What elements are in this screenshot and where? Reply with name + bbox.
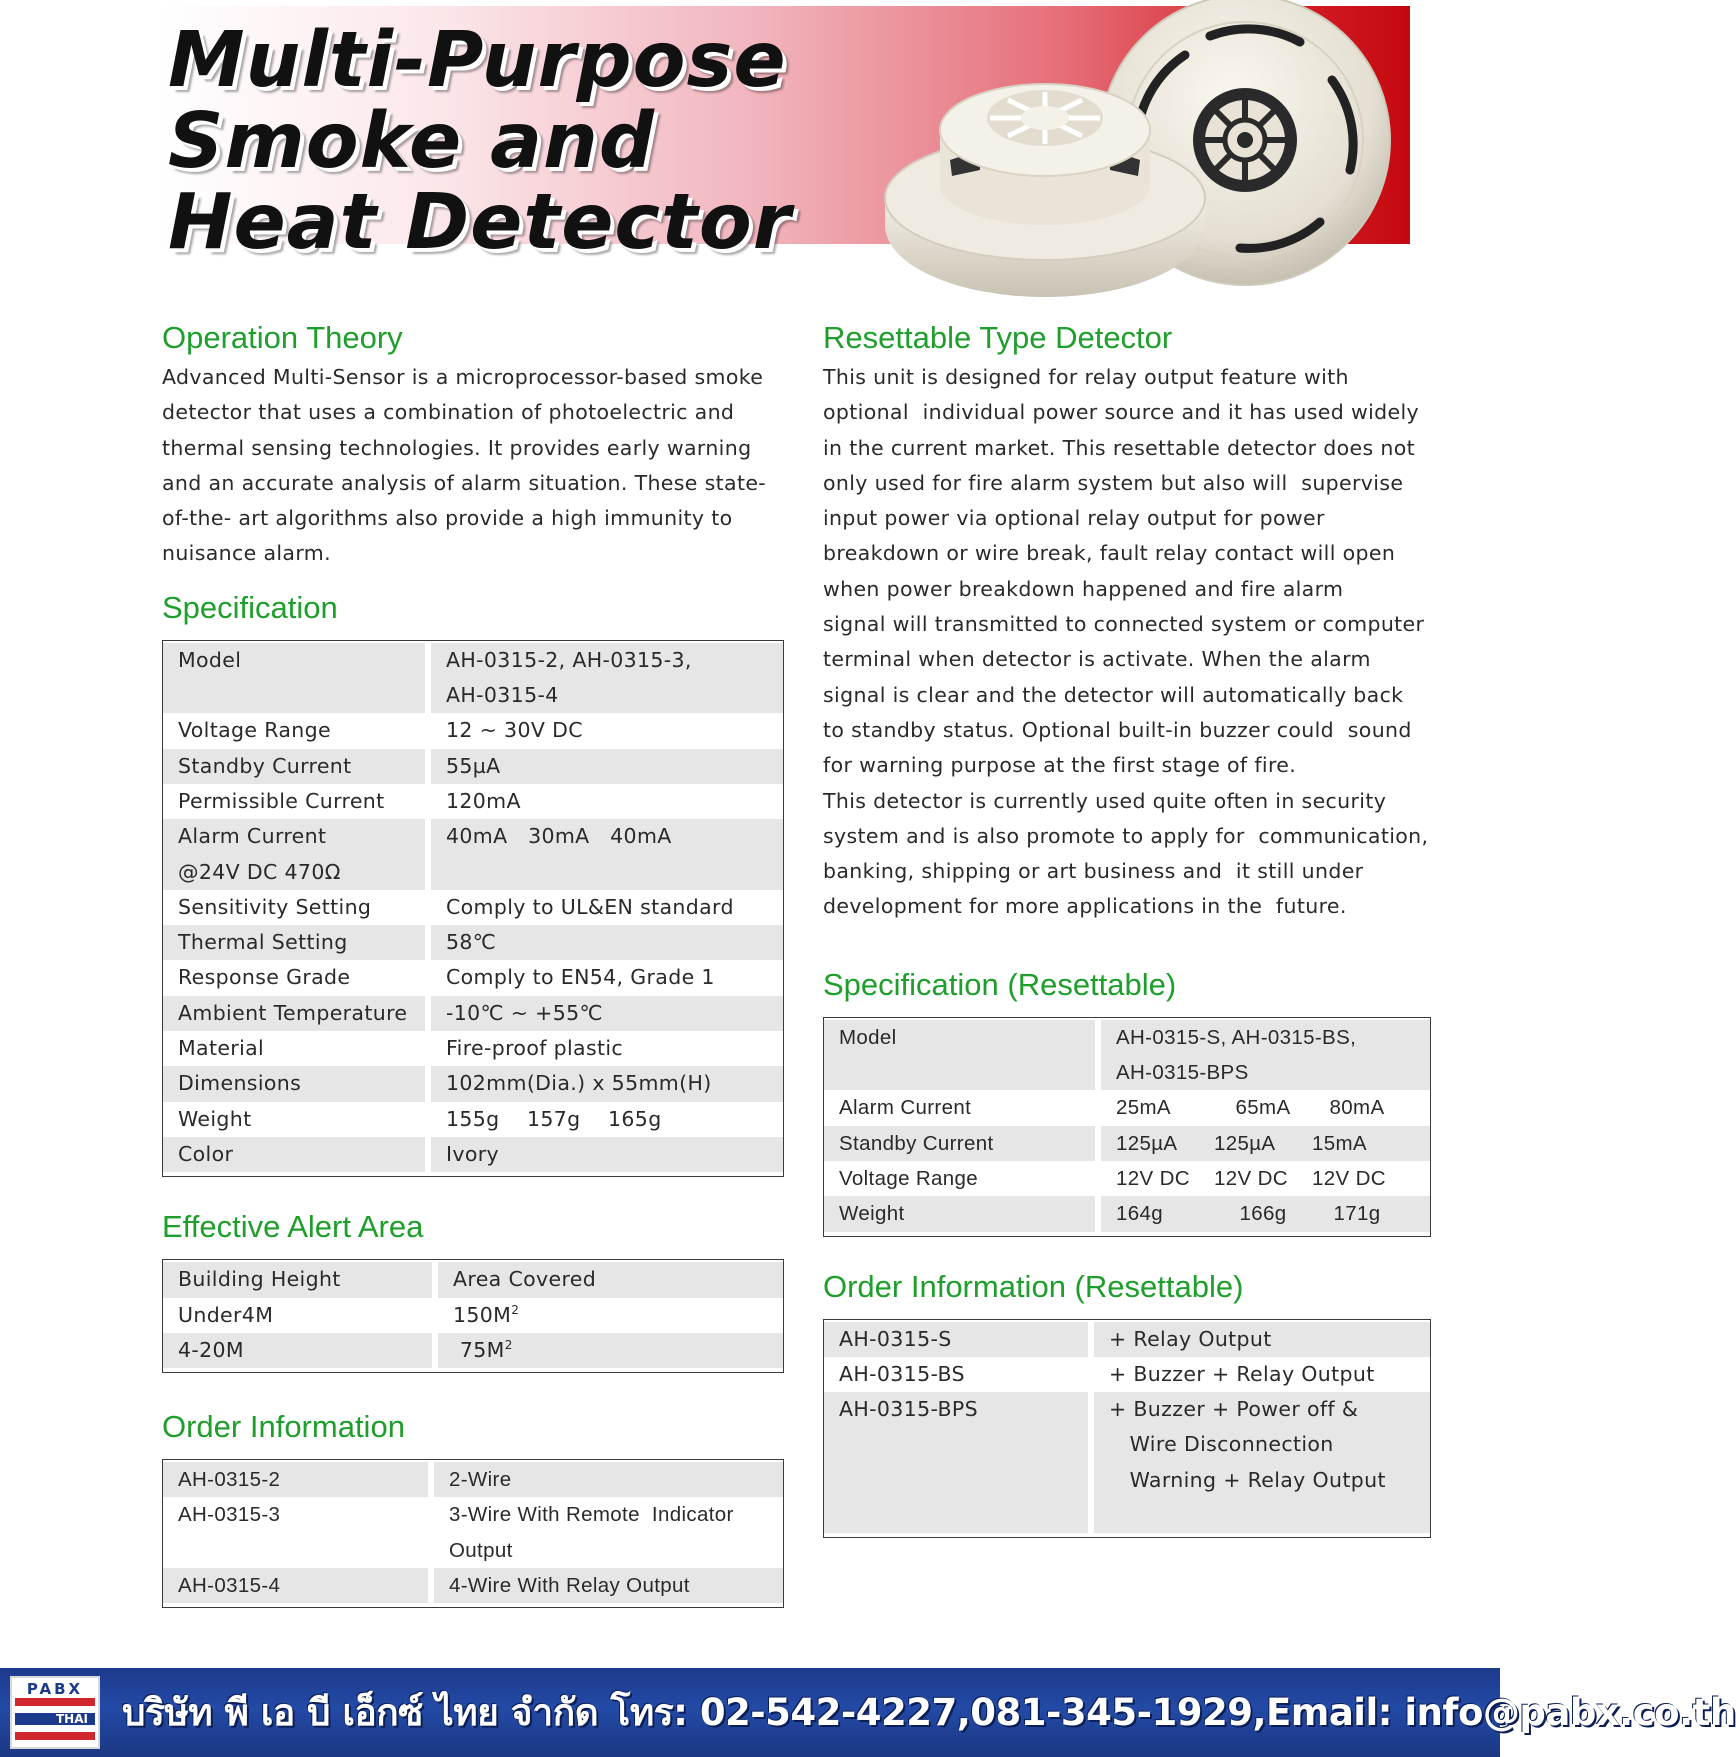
value-line: AH-0315-4 xyxy=(446,683,559,708)
row-label xyxy=(163,1102,425,1137)
value-cell: 80mA xyxy=(1329,1096,1385,1120)
value-line: 40mA 30mA 40mA xyxy=(446,824,672,849)
row-label xyxy=(163,1333,432,1368)
value-line xyxy=(453,1333,783,1368)
row-label xyxy=(163,713,425,748)
value-cell: 125µA xyxy=(1214,1131,1276,1155)
row-value xyxy=(434,1568,783,1603)
left-column xyxy=(162,318,794,1608)
spec-resettable-heading: Specification (Resettable) xyxy=(823,966,1177,1002)
order-info-heading: Order Information xyxy=(162,1409,405,1445)
order-resettable-heading: Order Information (Resettable) xyxy=(823,1268,1244,1304)
text-line: in the current market. This resettable detector does not xyxy=(823,435,1415,460)
value-line xyxy=(453,1262,783,1297)
value-line: AH-0315-S, AH-0315-BS, xyxy=(1116,1025,1357,1049)
label-line: Voltage Range xyxy=(178,718,331,743)
label-line: Model xyxy=(839,1025,897,1049)
title-line-3: Heat Detector xyxy=(168,178,792,267)
label-line xyxy=(178,1533,428,1568)
row-label xyxy=(163,749,425,784)
text-line: system and is also promote to apply for communication, xyxy=(823,823,1429,848)
row-label xyxy=(824,1392,1088,1533)
table-row xyxy=(824,1126,1430,1161)
text-line: terminal when detector is activate. When the alarm xyxy=(823,647,1371,672)
value-line: 120mA xyxy=(446,788,521,813)
table-row xyxy=(163,890,783,925)
label-line: Ambient Temperature xyxy=(178,1000,408,1025)
value-group xyxy=(1116,1126,1430,1161)
value-line xyxy=(446,855,783,890)
row-label xyxy=(163,996,425,1031)
pabx-thai-logo xyxy=(10,1676,100,1749)
spec-resettable-table xyxy=(823,1017,1431,1237)
value-line: 102mm(Dia.) x 55mm(H) xyxy=(446,1071,712,1096)
row-label xyxy=(824,1161,1095,1196)
text-line: when power breakdown happened and fire alarm xyxy=(823,576,1344,601)
order-info-table xyxy=(162,1459,784,1608)
row-label xyxy=(163,960,425,995)
table-row xyxy=(163,749,783,784)
resettable-text xyxy=(823,360,1433,925)
alert-area-heading: Effective Alert Area xyxy=(162,1209,424,1245)
label-line: Alarm Current xyxy=(178,824,327,849)
table-row xyxy=(824,1020,1430,1091)
table-row xyxy=(824,1392,1430,1533)
row-value xyxy=(431,643,783,714)
label-line: Voltage Range xyxy=(839,1166,979,1190)
table-row xyxy=(824,1357,1430,1392)
value-line: AH-0315-BPS xyxy=(1116,1061,1249,1085)
text-line: only used for fire alarm system but also will supervise xyxy=(823,470,1404,495)
text-line: development for more applications in the future. xyxy=(823,894,1347,919)
label-line: Under4M xyxy=(178,1302,274,1327)
label-line xyxy=(178,678,425,713)
row-value xyxy=(431,784,783,819)
label-line xyxy=(839,1463,1088,1498)
value-line: Output xyxy=(449,1538,513,1562)
value-cell: 15mA xyxy=(1312,1131,1367,1155)
text-line: This detector is currently used quite often in security xyxy=(823,788,1387,813)
row-label xyxy=(824,1196,1095,1231)
label-line: AH-0315-BPS xyxy=(839,1397,978,1422)
text-line: thermal sensing technologies. It provides early warning xyxy=(162,435,752,460)
row-label xyxy=(824,1020,1095,1091)
row-value xyxy=(431,996,783,1031)
value-line: -10℃ ~ +55℃ xyxy=(446,1000,603,1025)
row-value xyxy=(1101,1126,1430,1161)
value-line xyxy=(453,1298,783,1333)
label-line: Permissible Current xyxy=(178,788,385,813)
page-title xyxy=(168,16,792,267)
row-label xyxy=(163,643,425,714)
logo-text-bottom: THAI xyxy=(56,1712,88,1726)
value-line: Warning + Relay Output xyxy=(1109,1467,1386,1492)
value-group xyxy=(1116,1196,1430,1231)
title-line-1: Multi-Purpose xyxy=(168,16,787,105)
row-value xyxy=(431,890,783,925)
row-label xyxy=(824,1126,1095,1161)
area-value: 150M xyxy=(453,1302,512,1327)
row-label xyxy=(824,1090,1095,1125)
row-value xyxy=(434,1462,783,1497)
title-line-2: Smoke and xyxy=(168,97,655,186)
value-line: 4-Wire With Relay Output xyxy=(449,1574,690,1598)
value-cell: 125µA xyxy=(1116,1131,1178,1155)
order-resettable-table xyxy=(823,1319,1431,1539)
row-label xyxy=(163,1066,425,1101)
text-line: to standby status. Optional built-in buzzer could sound xyxy=(823,717,1412,742)
label-line: Standby Current xyxy=(178,753,352,778)
row-label xyxy=(163,1298,432,1333)
value-cell: 12V DC xyxy=(1312,1166,1386,1190)
row-label xyxy=(824,1322,1088,1357)
operation-theory-heading: Operation Theory xyxy=(162,320,403,355)
row-value xyxy=(1101,1090,1430,1125)
value-cell: 65mA xyxy=(1235,1096,1291,1120)
value-line: Ivory xyxy=(446,1141,500,1166)
label-line: Alarm Current xyxy=(839,1096,972,1120)
label-line: 4-20M xyxy=(178,1337,244,1362)
table-row xyxy=(824,1161,1430,1196)
table-row xyxy=(163,713,783,748)
text-line: Advanced Multi-Sensor is a microprocessor-based smoke xyxy=(162,365,764,389)
resettable-heading: Resettable Type Detector xyxy=(823,320,1173,355)
label-line xyxy=(839,1498,1088,1533)
value-cell: 12V DC xyxy=(1214,1166,1288,1190)
row-label xyxy=(824,1357,1088,1392)
label-line: AH-0315-4 xyxy=(178,1574,281,1598)
table-row xyxy=(163,1137,783,1172)
value-line: + Relay Output xyxy=(1109,1326,1272,1351)
table-row xyxy=(163,643,783,714)
row-value xyxy=(1094,1357,1430,1392)
table-row xyxy=(163,1298,783,1333)
value-line: 55µA xyxy=(446,753,501,778)
row-label xyxy=(163,1497,428,1568)
label-line: Weight xyxy=(839,1202,905,1226)
value-line: 155g 157g 165g xyxy=(446,1106,662,1131)
text-line: This unit is designed for relay output feature with xyxy=(823,365,1349,389)
label-line: @24V DC 470Ω xyxy=(178,859,341,884)
value-cell: 164g xyxy=(1116,1202,1164,1226)
label-line xyxy=(839,1055,1095,1090)
label-line: Dimensions xyxy=(178,1071,302,1096)
table-row xyxy=(824,1196,1430,1231)
value-line xyxy=(1109,1498,1430,1533)
row-value xyxy=(1101,1196,1430,1231)
value-line: Comply to EN54, Grade 1 xyxy=(446,965,715,990)
logo-text-top: PABX xyxy=(26,1680,84,1698)
specification-heading: Specification xyxy=(162,589,338,625)
row-value xyxy=(431,1031,783,1066)
row-value xyxy=(1094,1392,1430,1533)
row-value xyxy=(438,1298,783,1333)
table-row xyxy=(163,1066,783,1101)
label-line: Thermal Setting xyxy=(178,930,348,955)
row-value xyxy=(431,1102,783,1137)
row-label xyxy=(163,1031,425,1066)
area-unit-exponent: 2 xyxy=(511,1302,520,1317)
label-line: Building Height xyxy=(178,1267,341,1292)
value-line: Comply to UL&EN standard xyxy=(446,894,734,919)
label-line: Weight xyxy=(178,1106,252,1131)
table-row xyxy=(163,1568,783,1603)
text-line: input power via optional relay output for power xyxy=(823,506,1325,531)
row-value xyxy=(431,819,783,890)
operation-theory-text xyxy=(162,360,794,572)
table-row xyxy=(163,1262,783,1297)
label-line: AH-0315-2 xyxy=(178,1468,281,1492)
text-line: breakdown or wire break, fault relay contact will open xyxy=(823,541,1396,566)
value-cell: 12V DC xyxy=(1116,1166,1190,1190)
detector-product-image xyxy=(880,0,1400,310)
value-line: AH-0315-2, AH-0315-3, xyxy=(446,647,692,672)
row-value xyxy=(1094,1322,1430,1357)
label-line: Standby Current xyxy=(839,1131,994,1155)
table-row xyxy=(163,1497,783,1568)
area-value: 75M xyxy=(453,1337,505,1362)
row-value xyxy=(431,960,783,995)
alert-area-table xyxy=(162,1259,784,1373)
row-value xyxy=(431,925,783,960)
value-line: Wire Disconnection xyxy=(1109,1432,1334,1457)
text-line: signal will transmitted to connected system or computer xyxy=(823,612,1425,637)
row-label xyxy=(163,819,425,890)
value-line: 58℃ xyxy=(446,930,497,955)
row-label xyxy=(163,890,425,925)
value-group xyxy=(1116,1090,1430,1125)
table-row xyxy=(163,1031,783,1066)
value-line: 12 ~ 30V DC xyxy=(446,718,583,743)
area-value: Area Covered xyxy=(453,1267,597,1292)
area-unit-exponent: 2 xyxy=(504,1338,513,1352)
label-line: AH-0315-S xyxy=(839,1326,952,1351)
value-cell: 25mA xyxy=(1116,1096,1171,1120)
row-label xyxy=(163,925,425,960)
row-value xyxy=(438,1262,783,1297)
label-line: AH-0315-BS xyxy=(839,1361,965,1386)
text-line: for warning purpose at the first stage of fire. xyxy=(823,753,1297,778)
value-line: 3-Wire With Remote Indicator xyxy=(449,1503,734,1527)
row-value xyxy=(431,749,783,784)
right-column xyxy=(823,318,1433,1538)
value-cell: 171g xyxy=(1333,1202,1381,1226)
label-line xyxy=(839,1427,1088,1462)
label-line: Material xyxy=(178,1036,265,1061)
specification-table xyxy=(162,640,784,1177)
text-line: signal is clear and the detector will automatically back xyxy=(823,682,1404,707)
row-label xyxy=(163,1137,425,1172)
row-value xyxy=(431,1137,783,1172)
row-label xyxy=(163,1462,428,1497)
row-value xyxy=(1101,1161,1430,1196)
table-row xyxy=(163,784,783,819)
table-row xyxy=(163,819,783,890)
table-row xyxy=(824,1322,1430,1357)
text-line: nuisance alarm. xyxy=(162,541,331,566)
value-line: 2-Wire xyxy=(449,1468,512,1492)
text-line: banking, shipping or art business and it still under xyxy=(823,859,1364,884)
text-line: of-the- art algorithms also provide a high immunity to xyxy=(162,506,733,531)
row-value xyxy=(438,1333,783,1368)
company-contact-text: บริษัท พี เอ บี เอ็กซ์ ไทย จำกัด โทร: 02-542-4227,081-345-1929,Email: info@pabx.co.th xyxy=(122,1691,1736,1734)
row-value xyxy=(434,1497,783,1568)
table-row xyxy=(163,996,783,1031)
table-row xyxy=(163,1462,783,1497)
value-group xyxy=(1116,1161,1430,1196)
footer-bar xyxy=(0,1668,1736,1757)
text-line: detector that uses a combination of photoelectric and xyxy=(162,400,735,425)
label-line: Color xyxy=(178,1141,234,1166)
table-row xyxy=(824,1090,1430,1125)
table-row xyxy=(163,960,783,995)
row-label xyxy=(163,1568,428,1603)
label-line: Model xyxy=(178,647,242,672)
row-value xyxy=(431,713,783,748)
row-value xyxy=(431,1066,783,1101)
label-line: AH-0315-3 xyxy=(178,1503,281,1527)
table-row xyxy=(163,925,783,960)
value-line: + Buzzer + Relay Output xyxy=(1109,1361,1375,1386)
label-line: Sensitivity Setting xyxy=(178,894,372,919)
text-line: optional individual power source and it has used widely xyxy=(823,400,1420,425)
row-label xyxy=(163,1262,432,1297)
label-line: Response Grade xyxy=(178,965,351,990)
row-label xyxy=(163,784,425,819)
value-cell: 166g xyxy=(1239,1202,1287,1226)
value-line: Fire-proof plastic xyxy=(446,1036,624,1061)
value-line: + Buzzer + Power off & xyxy=(1109,1397,1359,1422)
text-line: and an accurate analysis of alarm situation. These state- xyxy=(162,470,767,495)
table-row xyxy=(163,1102,783,1137)
table-row xyxy=(163,1333,783,1368)
row-value xyxy=(1101,1020,1430,1091)
